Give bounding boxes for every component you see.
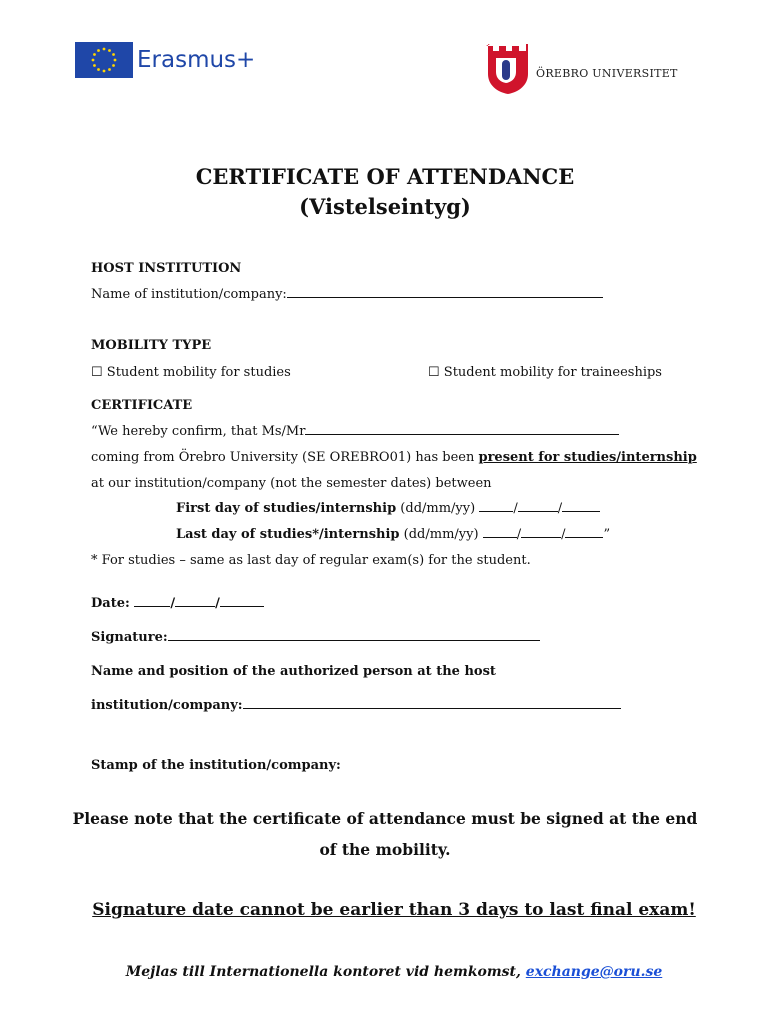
certificate-heading: CERTIFICATE (91, 398, 193, 413)
eu-star (97, 68, 100, 71)
signature-label: Signature: (91, 630, 168, 645)
first-day-label: First day of studies/internship (176, 501, 397, 516)
host-institution-heading: HOST INSTITUTION (91, 261, 242, 276)
mail-row (0, 964, 770, 980)
institution-name-field[interactable] (287, 297, 603, 298)
mobility-studies-label: Student mobility for studies (106, 365, 291, 380)
eu-star (112, 53, 115, 56)
note-line-1: Please note that the certificate of attendance must be signed at the end (72, 809, 698, 828)
name-position-field[interactable] (243, 708, 621, 709)
exchange-email-link[interactable]: exchange@oru.se (525, 964, 663, 980)
first-day-dd-field[interactable] (479, 511, 513, 512)
present-text: present for studies/internship (478, 450, 697, 465)
date-row: Date: / / (91, 596, 264, 611)
at-institution-text: at our institution/company (not the semester dates) between (91, 476, 492, 491)
page-subtitle: (Vistelseintyg) (299, 194, 471, 219)
eu-star (108, 49, 111, 52)
coming-from-text: coming from Örebro University (SE OREBRO01) has been (91, 450, 479, 465)
institution-name-row (91, 287, 603, 302)
last-day-label: Last day of studies*/internship (176, 527, 400, 542)
first-day-yy-field[interactable] (562, 511, 600, 512)
closing-quote: ” (603, 527, 611, 542)
confirm-row (91, 424, 619, 439)
eu-star (97, 49, 100, 52)
date-dd-field[interactable] (134, 606, 170, 607)
mobility-traineeships-label: Student mobility for traineeships (443, 365, 662, 380)
mail-text: Mejlas till Internationella kontoret vid hemkomst, (125, 964, 526, 980)
last-day-row: Last day of studies*/internship (dd/mm/yy) / / ” (176, 527, 611, 542)
student-name-field[interactable] (305, 434, 619, 435)
signature-warning: Signature date cannot be earlier than 3 days to last final exam! (92, 900, 696, 920)
eu-star (93, 64, 96, 67)
date-yy-field[interactable] (220, 606, 264, 607)
eu-star (93, 53, 96, 56)
mobility-type-heading: MOBILITY TYPE (91, 338, 212, 353)
university-label: ÖREBRO UNIVERSITET (536, 67, 678, 80)
last-day-format: (dd/mm/yy) (403, 527, 479, 542)
confirm-label: “We hereby confirm, that Ms/Mr (91, 424, 306, 439)
checkbox-icon[interactable]: ☐ (91, 365, 103, 380)
eu-star (103, 70, 106, 73)
signature-row (91, 630, 540, 645)
checkbox-icon[interactable]: ☐ (428, 365, 440, 380)
last-day-dd-field[interactable] (483, 537, 517, 538)
eu-flag-icon (75, 42, 133, 78)
name-position-row (91, 698, 621, 713)
eu-star (103, 48, 106, 51)
name-position-label: Name and position of the authorized person at the host (91, 664, 496, 679)
eu-star (92, 59, 95, 62)
date-label: Date: (91, 596, 130, 611)
page-title: CERTIFICATE OF ATTENDANCE (195, 164, 575, 189)
eu-star (108, 68, 111, 71)
first-day-row: First day of studies/internship (dd/mm/yy) / / (176, 501, 600, 516)
date-mm-field[interactable] (175, 606, 215, 607)
first-day-mm-field[interactable] (518, 511, 558, 512)
footnote: * For studies – same as last day of regular exam(s) for the student. (91, 553, 531, 568)
first-day-format: (dd/mm/yy) (400, 501, 476, 516)
note-line-2: of the mobility. (319, 840, 451, 859)
name-position-label-2: institution/company: (91, 698, 243, 713)
mobility-studies-option[interactable] (91, 365, 291, 380)
eu-star (114, 59, 117, 62)
last-day-mm-field[interactable] (521, 537, 561, 538)
erasmus-label: Erasmus+ (137, 47, 256, 73)
stamp-label: Stamp of the institution/company: (91, 758, 341, 773)
signature-field[interactable] (168, 640, 540, 641)
institution-name-label: Name of institution/company: (91, 287, 287, 302)
last-day-yy-field[interactable] (565, 537, 603, 538)
mobility-traineeships-option[interactable] (428, 365, 662, 380)
orebro-crest-icon (482, 42, 530, 94)
coming-from-row (91, 450, 697, 465)
eu-star (112, 64, 115, 67)
